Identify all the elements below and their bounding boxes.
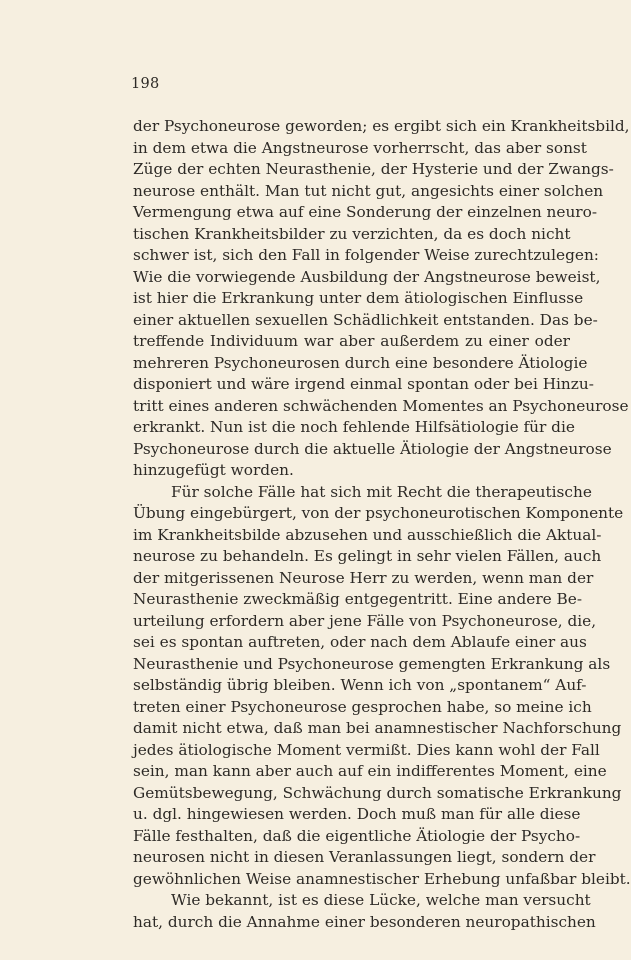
text-line: Neurasthenie zweckmäßig entgegentritt. Eine andere Be- — [133, 590, 583, 608]
text-line: der mitgerissenen Neurose Herr zu werden, wenn man der — [133, 568, 594, 587]
text-line: Wie die vorwiegende Ausbildung der Angstneurose beweist, — [133, 267, 601, 286]
text-line: Neurasthenie und Psychoneurose gemengten Erkrankung als — [133, 654, 611, 673]
text-line: tischen Krankheitsbilder zu verzichten, da es doch nicht — [133, 224, 571, 243]
text-line: neurose enthält. Man tut nicht gut, angesichts einer solchen — [133, 181, 604, 200]
text-line: u. dgl. hingewiesen werden. Doch muß man für alle diese — [133, 805, 581, 823]
text-line: der Psychoneurose geworden; es ergibt sich ein Krankheitsbild, — [133, 117, 630, 135]
text-line: damit nicht etwa, daß man bei anamnestischer Nachforschung — [133, 719, 622, 737]
text-line: hinzugefügt worden. — [133, 461, 294, 479]
text-line: hat, durch die Annahme einer besonderen neuropathischen — [133, 912, 596, 931]
text-line: in dem etwa die Angstneurose vorherrscht, das aber sonst — [133, 138, 587, 157]
text-line: disponiert und wäre irgend einmal spontan oder bei Hinzu- — [133, 375, 594, 393]
text-line: treffende Individuum war aber außerdem zu einer oder — [133, 332, 570, 350]
page-number: 198 — [131, 76, 160, 92]
body-text — [133, 116, 631, 933]
text-line: sein, man kann aber auch auf ein indifferentes Moment, eine — [133, 762, 607, 780]
text-line: sei es spontan auftreten, oder nach dem Ablaufe einer aus — [133, 633, 587, 651]
text-line: jedes ätiologische Moment vermißt. Dies kann wohl der Fall — [133, 740, 600, 759]
text-line: selbständig übrig bleiben. Wenn ich von „spontanem“ Auf- — [133, 676, 587, 694]
text-line: einer aktuellen sexuellen Schädlichkeit entstanden. Das be- — [133, 310, 598, 329]
text-line: Züge der echten Neurasthenie, der Hysterie und der Zwangs- — [133, 160, 614, 178]
text-line: Wie bekannt, ist es diese Lücke, welche man versucht — [171, 891, 591, 909]
text-line: ist hier die Erkrankung unter dem ätiologischen Einflusse — [133, 289, 584, 307]
text-line: Übung eingebürgert, von der psychoneurotischen Komponente — [133, 504, 624, 522]
text-line: neurose zu behandeln. Es gelingt in sehr vielen Fällen, auch — [133, 547, 602, 565]
text-line: Fälle festhalten, daß die eigentliche Ätiologie der Psycho- — [133, 826, 581, 845]
text-line: schwer ist, sich den Fall in folgender Weise zurechtzulegen: — [133, 246, 599, 264]
text-line: Vermengung etwa auf eine Sonderung der einzelnen neuro- — [133, 203, 597, 221]
text-line: mehreren Psychoneurosen durch eine besondere Ätiologie — [133, 353, 588, 372]
text-line: erkrankt. Nun ist die noch fehlende Hilfsätiologie für die — [133, 418, 575, 436]
text-line: Für solche Fälle hat sich mit Recht die therapeutische — [171, 482, 592, 501]
text-line: treten einer Psychoneurose gesprochen habe, so meine ich — [133, 697, 592, 716]
text-line: gewöhnlichen Weise anamnestischer Erhebung unfaßbar bleibt. — [133, 869, 631, 888]
text-line: urteilung erfordern aber jene Fälle von Psychoneurose, die, — [133, 611, 597, 630]
text-line: tritt eines anderen schwächenden Momentes an Psychoneurose — [133, 396, 629, 415]
text-line: Gemütsbewegung, Schwächung durch somatische Erkrankung — [133, 783, 622, 802]
text-line: neurosen nicht in diesen Veranlassungen liegt, sondern der — [133, 848, 596, 866]
text-line: Psychoneurose durch die aktuelle Ätiologie der Angstneurose — [133, 439, 612, 458]
text-line: im Krankheitsbilde abzusehen und ausschießlich die Aktual- — [133, 525, 602, 544]
